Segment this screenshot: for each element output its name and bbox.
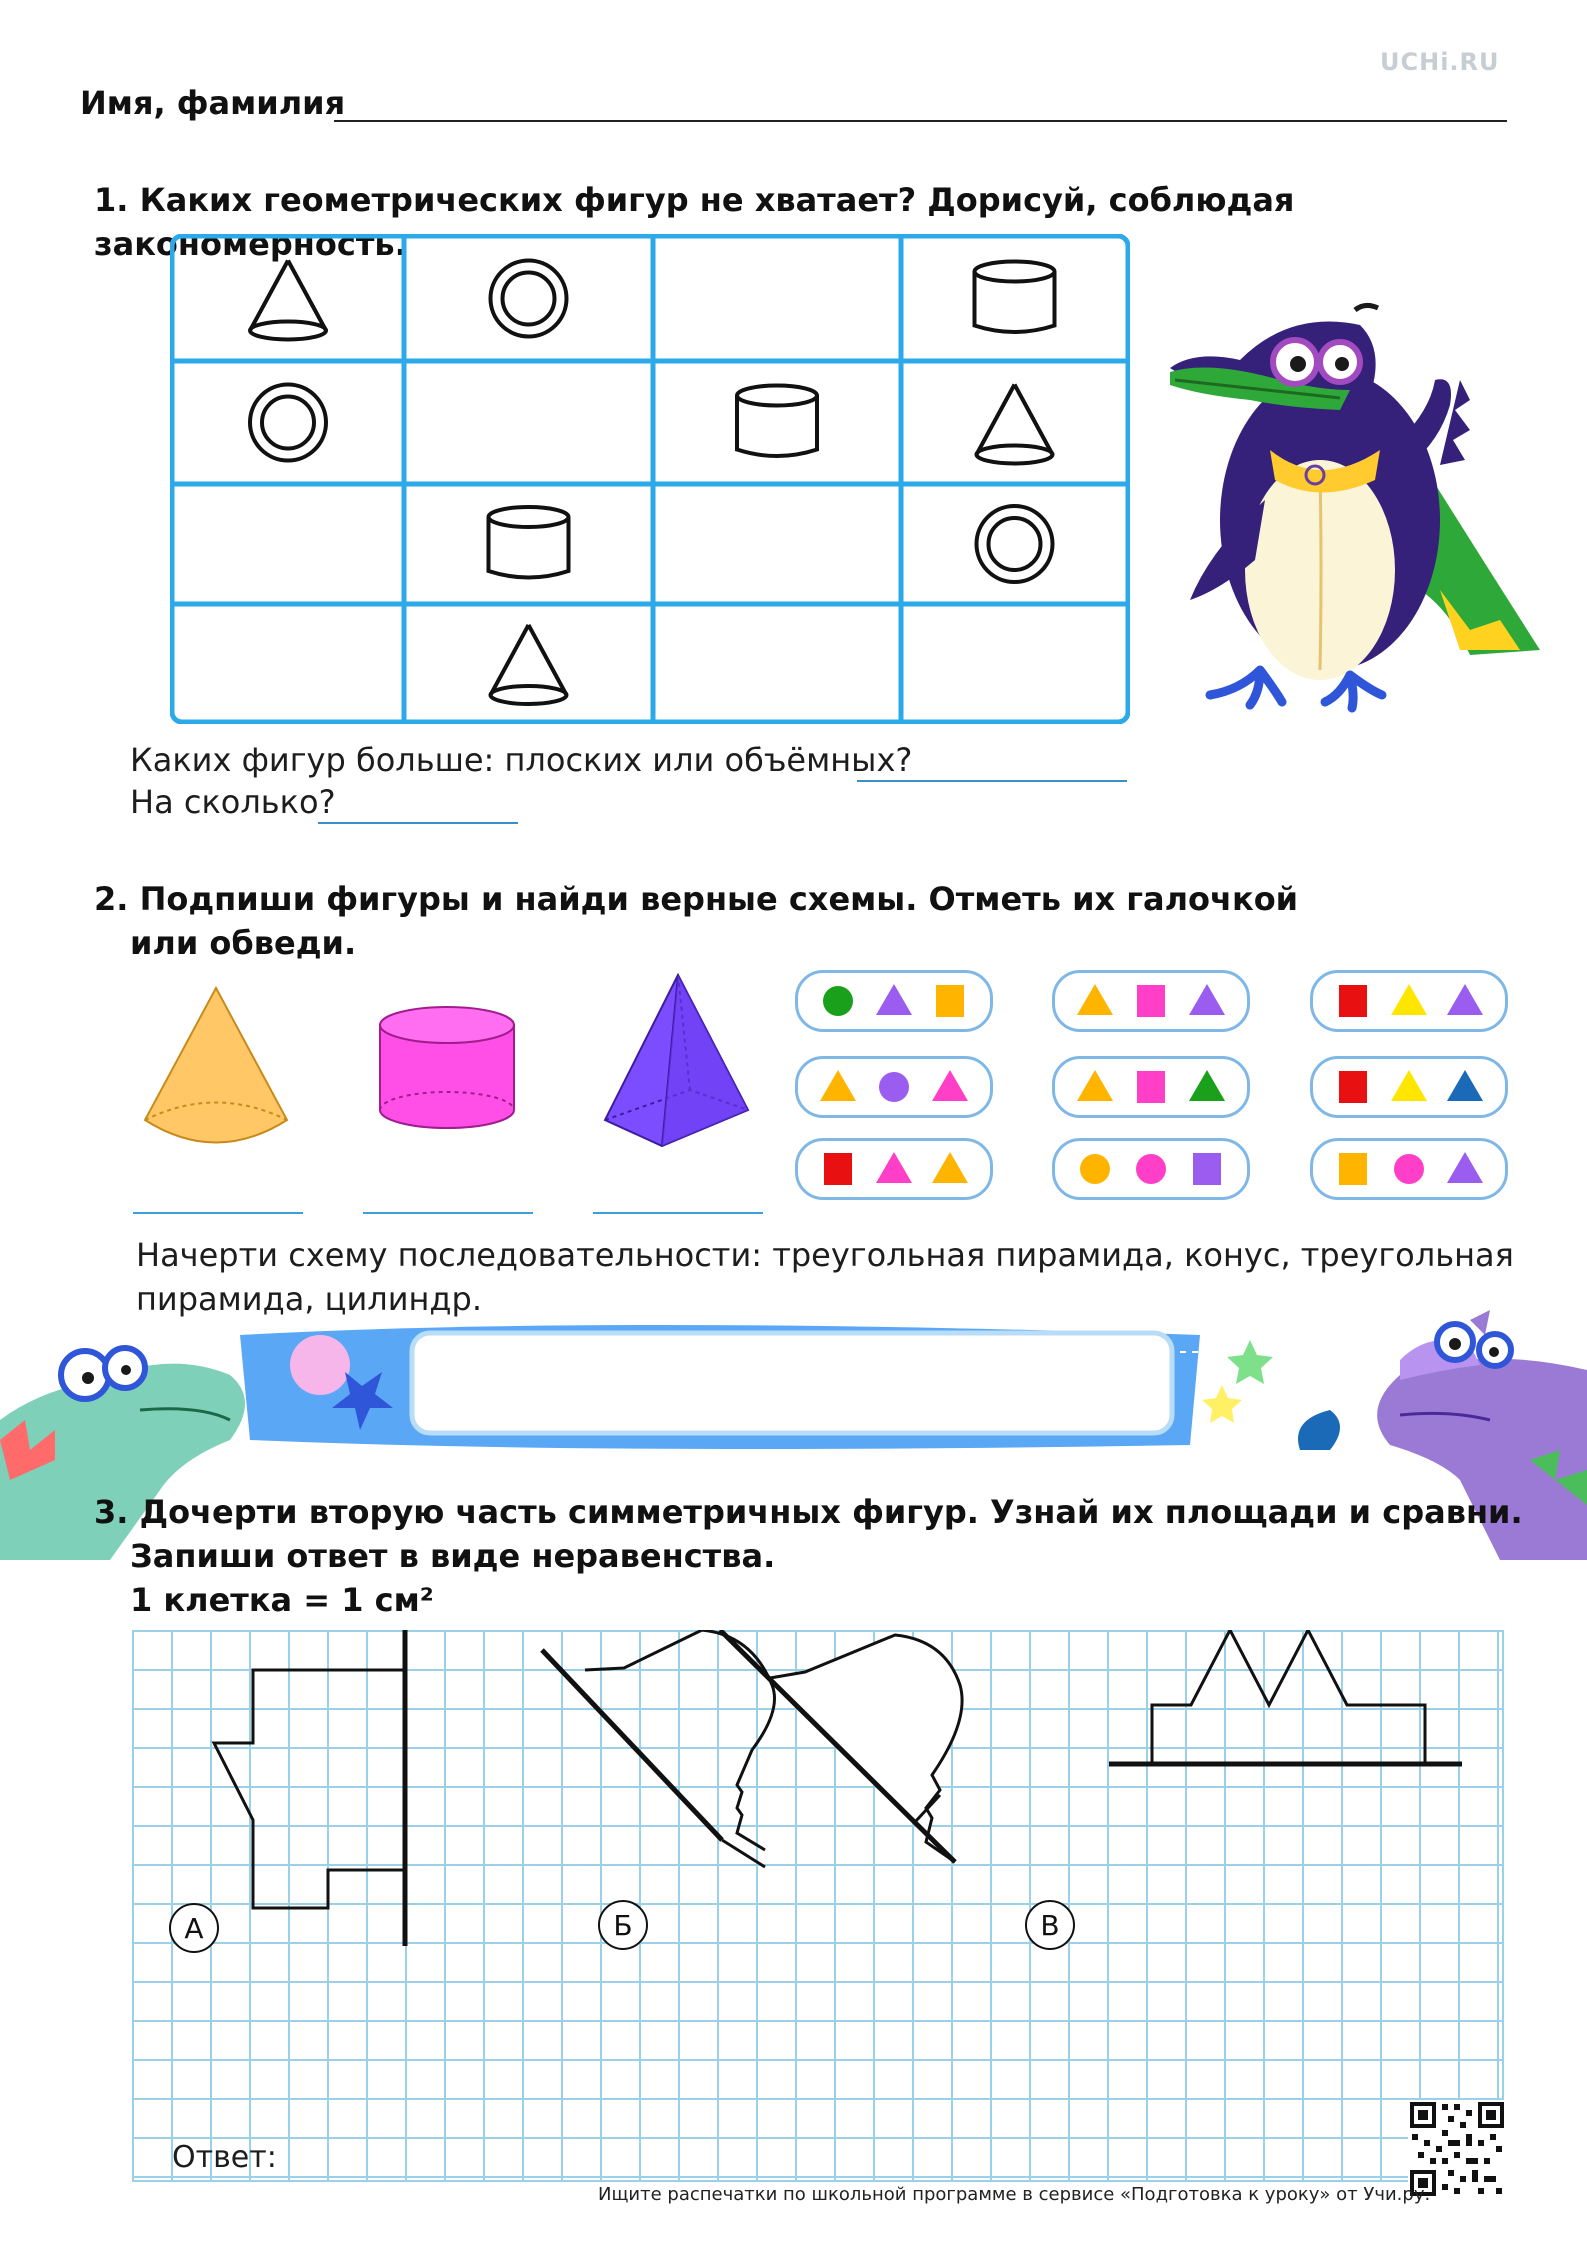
square-icon xyxy=(936,985,964,1017)
ring-icon xyxy=(250,385,326,461)
triangle-icon xyxy=(932,1070,968,1101)
answer-line-2[interactable] xyxy=(318,822,518,824)
scheme-option[interactable] xyxy=(1052,970,1250,1032)
pyramid-figure xyxy=(600,970,760,1150)
cone-figure xyxy=(140,980,310,1155)
triangle-icon xyxy=(1077,1070,1113,1101)
cone-icon xyxy=(250,261,326,340)
ring-icon xyxy=(491,261,567,337)
cylinder-icon xyxy=(489,507,569,578)
scheme-option[interactable] xyxy=(795,1138,993,1200)
task2-title-line2: или обведи. xyxy=(130,924,357,962)
square-icon xyxy=(824,1153,852,1185)
scheme-option[interactable] xyxy=(795,1056,993,1118)
figure-a xyxy=(214,1630,405,1946)
square-icon xyxy=(1137,985,1165,1017)
task3-title-line2: Запиши ответ в виде неравенства. xyxy=(130,1537,776,1575)
banner-answer-box xyxy=(412,1333,1172,1433)
triangle-icon xyxy=(1447,1152,1483,1183)
label-b-text: Б xyxy=(613,1909,633,1942)
triangle-icon xyxy=(876,984,912,1015)
question-how-many: На сколько? xyxy=(130,783,336,821)
task2-instruction-line2: пирамида, цилиндр. xyxy=(136,1280,483,1318)
brand-logo: UCHi.RU xyxy=(1380,48,1500,76)
circle-icon xyxy=(879,1072,909,1102)
triangle-icon xyxy=(1189,1070,1225,1101)
scheme-option[interactable] xyxy=(795,970,993,1032)
triangle-icon xyxy=(820,1070,856,1101)
label-v-text: В xyxy=(1040,1909,1060,1942)
scheme-option[interactable] xyxy=(1310,970,1508,1032)
cone-icon xyxy=(977,385,1053,464)
circle-icon xyxy=(1080,1154,1110,1184)
cylinder-figure xyxy=(375,1000,525,1150)
cylinder-icon xyxy=(737,386,817,457)
label-v xyxy=(1026,1901,1074,1949)
circle-icon xyxy=(823,986,853,1016)
triangle-icon xyxy=(1447,984,1483,1015)
label-line-cylinder[interactable] xyxy=(363,1212,533,1214)
footer-note: Ищите распечатки по школьной программе в сервисе «Подготовка к уроку» от Учи.ру. xyxy=(598,2184,1431,2205)
name-label: Имя, фамилия xyxy=(80,84,346,122)
square-icon xyxy=(1193,1153,1221,1185)
figure-b-drawing xyxy=(700,1630,1020,1910)
square-icon xyxy=(1137,1071,1165,1103)
label-line-cone[interactable] xyxy=(133,1212,303,1214)
triangle-icon xyxy=(932,1152,968,1183)
cylinder-icon xyxy=(975,262,1055,333)
task2-instruction-line1: Начерти схему последовательности: треугольная пирамида, конус, треугольная xyxy=(136,1236,1514,1274)
label-a-text: А xyxy=(184,1912,204,1945)
task3-title-line1: 3. Дочерти вторую часть симметричных фигур. Узнай их площади и сравни. xyxy=(94,1493,1523,1531)
square-icon xyxy=(1339,1153,1367,1185)
circle-icon xyxy=(1136,1154,1166,1184)
task3-title-line3: 1 клетка = 1 см² xyxy=(130,1581,434,1619)
answer-line-1[interactable] xyxy=(857,780,1127,782)
triangle-icon xyxy=(1077,984,1113,1015)
label-a xyxy=(170,1904,218,1952)
task2-title-line1: 2. Подпиши фигуры и найди верные схемы. Отметь их галочкой xyxy=(94,880,1299,918)
question-flat-vs-solid: Каких фигур больше: плоских или объёмных? xyxy=(130,741,913,779)
square-icon xyxy=(1339,1071,1367,1103)
name-input-line[interactable] xyxy=(334,120,1507,122)
scheme-option[interactable] xyxy=(1310,1138,1508,1200)
label-b xyxy=(599,1901,647,1949)
label-line-pyramid[interactable] xyxy=(593,1212,763,1214)
triangle-icon xyxy=(1391,984,1427,1015)
triangle-icon xyxy=(1391,1070,1427,1101)
triangle-icon xyxy=(1189,984,1225,1015)
circle-icon xyxy=(1394,1154,1424,1184)
task1-title: 1. Каких геометрических фигур не хватает? Дорисуй, соблюдая закономерность. xyxy=(94,181,1295,263)
triangle-icon xyxy=(876,1152,912,1183)
penguin-dino-mascot-illustration xyxy=(1170,290,1550,720)
scheme-option[interactable] xyxy=(1052,1056,1250,1118)
cone-icon xyxy=(491,625,567,704)
shape-pattern-grid xyxy=(170,234,1130,724)
figure-v xyxy=(1109,1630,1462,1764)
scheme-option[interactable] xyxy=(1310,1056,1508,1118)
ring-icon xyxy=(977,506,1053,582)
answer-label: Ответ: xyxy=(172,2140,277,2175)
scheme-option[interactable] xyxy=(1052,1138,1250,1200)
square-icon xyxy=(1339,985,1367,1017)
triangle-icon xyxy=(1447,1070,1483,1101)
